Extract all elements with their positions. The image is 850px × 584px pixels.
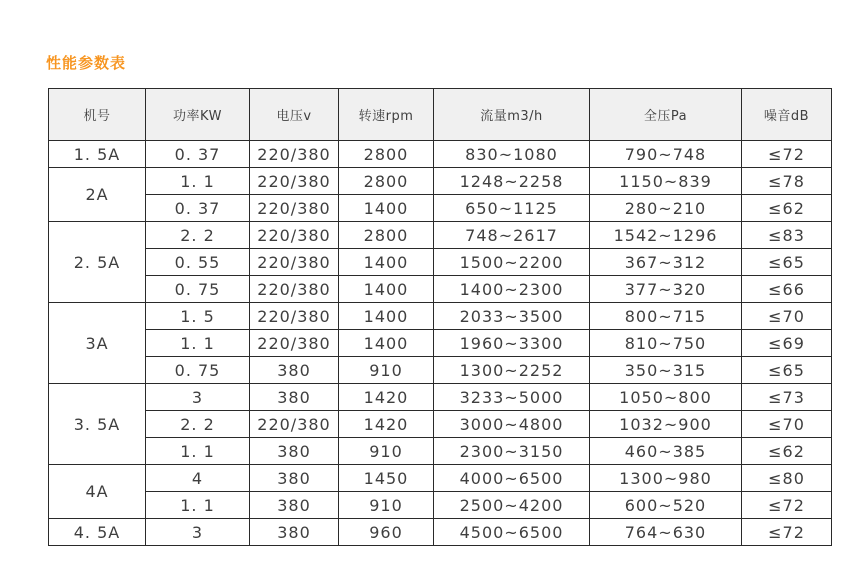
value-cell-0: 1. 1 — [146, 492, 250, 519]
value-cell-4: 460~385 — [590, 438, 742, 465]
value-cell-1: 220/380 — [250, 249, 339, 276]
value-cell-3: 748~2617 — [434, 222, 590, 249]
value-cell-4: 810~750 — [590, 330, 742, 357]
performance-spec-table — [48, 88, 832, 546]
value-cell-0: 1. 1 — [146, 438, 250, 465]
table-row — [49, 492, 832, 519]
table-row — [49, 141, 832, 168]
value-cell-3: 4000~6500 — [434, 465, 590, 492]
value-cell-2: 2800 — [339, 141, 434, 168]
value-cell-4: 800~715 — [590, 303, 742, 330]
value-cell-0: 2. 2 — [146, 222, 250, 249]
value-cell-3: 1300~2252 — [434, 357, 590, 384]
table-row — [49, 168, 832, 195]
value-cell-4: 377~320 — [590, 276, 742, 303]
value-cell-3: 2033~3500 — [434, 303, 590, 330]
value-cell-0: 0. 75 — [146, 357, 250, 384]
value-cell-5: ≤73 — [742, 384, 832, 411]
value-cell-1: 220/380 — [250, 141, 339, 168]
value-cell-2: 910 — [339, 438, 434, 465]
table-row — [49, 438, 832, 465]
value-cell-1: 220/380 — [250, 168, 339, 195]
value-cell-3: 2300~3150 — [434, 438, 590, 465]
value-cell-1: 380 — [250, 357, 339, 384]
value-cell-0: 1. 1 — [146, 330, 250, 357]
value-cell-3: 4500~6500 — [434, 519, 590, 546]
value-cell-1: 220/380 — [250, 195, 339, 222]
value-cell-1: 220/380 — [250, 276, 339, 303]
value-cell-5: ≤62 — [742, 195, 832, 222]
value-cell-0: 3 — [146, 384, 250, 411]
value-cell-2: 1400 — [339, 249, 434, 276]
model-cell: 2A — [49, 168, 146, 222]
value-cell-0: 1. 5 — [146, 303, 250, 330]
value-cell-2: 1400 — [339, 195, 434, 222]
value-cell-1: 220/380 — [250, 222, 339, 249]
value-cell-3: 830~1080 — [434, 141, 590, 168]
table-row — [49, 222, 832, 249]
value-cell-5: ≤72 — [742, 492, 832, 519]
value-cell-3: 1400~2300 — [434, 276, 590, 303]
column-header-4: 流量m3/h — [434, 89, 590, 141]
column-header-3: 转速rpm — [339, 89, 434, 141]
value-cell-3: 2500~4200 — [434, 492, 590, 519]
value-cell-1: 380 — [250, 384, 339, 411]
column-header-0: 机号 — [49, 89, 146, 141]
value-cell-1: 380 — [250, 519, 339, 546]
value-cell-2: 1400 — [339, 330, 434, 357]
value-cell-2: 910 — [339, 492, 434, 519]
table-row — [49, 411, 832, 438]
value-cell-3: 1960~3300 — [434, 330, 590, 357]
value-cell-1: 220/380 — [250, 330, 339, 357]
table-row — [49, 195, 832, 222]
value-cell-5: ≤70 — [742, 411, 832, 438]
value-cell-1: 220/380 — [250, 411, 339, 438]
value-cell-4: 600~520 — [590, 492, 742, 519]
value-cell-0: 2. 2 — [146, 411, 250, 438]
value-cell-0: 0. 75 — [146, 276, 250, 303]
value-cell-3: 1248~2258 — [434, 168, 590, 195]
value-cell-3: 3000~4800 — [434, 411, 590, 438]
table-row — [49, 330, 832, 357]
value-cell-5: ≤78 — [742, 168, 832, 195]
model-cell: 4. 5A — [49, 519, 146, 546]
value-cell-3: 650~1125 — [434, 195, 590, 222]
model-cell: 3A — [49, 303, 146, 384]
value-cell-2: 1400 — [339, 276, 434, 303]
value-cell-0: 1. 1 — [146, 168, 250, 195]
value-cell-4: 1150~839 — [590, 168, 742, 195]
table-header-row — [49, 89, 832, 141]
value-cell-2: 910 — [339, 357, 434, 384]
value-cell-3: 3233~5000 — [434, 384, 590, 411]
value-cell-2: 960 — [339, 519, 434, 546]
value-cell-3: 1500~2200 — [434, 249, 590, 276]
table-row — [49, 465, 832, 492]
column-header-6: 噪音dB — [742, 89, 832, 141]
table-row — [49, 384, 832, 411]
value-cell-2: 1420 — [339, 411, 434, 438]
value-cell-4: 1050~800 — [590, 384, 742, 411]
value-cell-1: 380 — [250, 465, 339, 492]
value-cell-5: ≤65 — [742, 357, 832, 384]
table-row — [49, 303, 832, 330]
value-cell-0: 0. 37 — [146, 141, 250, 168]
value-cell-2: 1400 — [339, 303, 434, 330]
table-body — [49, 141, 832, 546]
value-cell-4: 280~210 — [590, 195, 742, 222]
value-cell-4: 350~315 — [590, 357, 742, 384]
value-cell-4: 790~748 — [590, 141, 742, 168]
table-row — [49, 357, 832, 384]
value-cell-2: 1420 — [339, 384, 434, 411]
column-header-1: 功率KW — [146, 89, 250, 141]
value-cell-4: 1542~1296 — [590, 222, 742, 249]
table-row — [49, 276, 832, 303]
value-cell-5: ≤72 — [742, 141, 832, 168]
value-cell-2: 1450 — [339, 465, 434, 492]
value-cell-0: 3 — [146, 519, 250, 546]
table-row — [49, 519, 832, 546]
value-cell-4: 1032~900 — [590, 411, 742, 438]
value-cell-5: ≤70 — [742, 303, 832, 330]
value-cell-5: ≤65 — [742, 249, 832, 276]
value-cell-1: 380 — [250, 438, 339, 465]
value-cell-5: ≤62 — [742, 438, 832, 465]
value-cell-5: ≤80 — [742, 465, 832, 492]
column-header-5: 全压Pa — [590, 89, 742, 141]
value-cell-2: 2800 — [339, 222, 434, 249]
value-cell-5: ≤66 — [742, 276, 832, 303]
value-cell-4: 764~630 — [590, 519, 742, 546]
value-cell-0: 0. 37 — [146, 195, 250, 222]
column-header-2: 电压v — [250, 89, 339, 141]
value-cell-0: 4 — [146, 465, 250, 492]
value-cell-4: 367~312 — [590, 249, 742, 276]
value-cell-1: 220/380 — [250, 303, 339, 330]
value-cell-4: 1300~980 — [590, 465, 742, 492]
model-cell: 3. 5A — [49, 384, 146, 465]
model-cell: 4A — [49, 465, 146, 519]
value-cell-0: 0. 55 — [146, 249, 250, 276]
page-title: 性能参数表 — [46, 54, 127, 72]
table-row — [49, 249, 832, 276]
value-cell-5: ≤72 — [742, 519, 832, 546]
value-cell-2: 2800 — [339, 168, 434, 195]
value-cell-5: ≤69 — [742, 330, 832, 357]
model-cell: 2. 5A — [49, 222, 146, 303]
value-cell-5: ≤83 — [742, 222, 832, 249]
value-cell-1: 380 — [250, 492, 339, 519]
model-cell: 1. 5A — [49, 141, 146, 168]
